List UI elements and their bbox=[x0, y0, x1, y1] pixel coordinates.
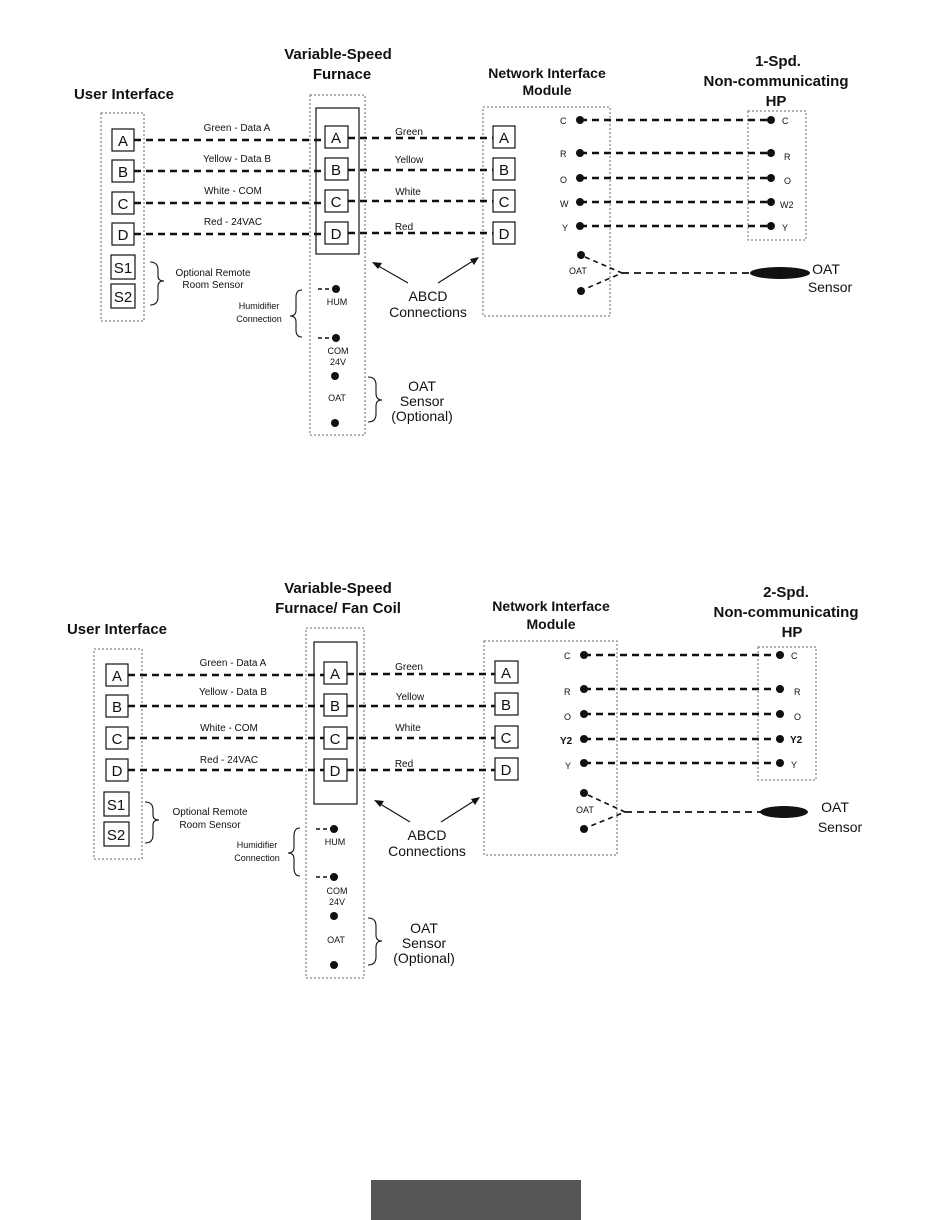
humidifier-label-line2: Connection bbox=[234, 853, 280, 863]
nim-title-line1: Network Interface bbox=[492, 598, 610, 614]
abcd-arrow-right bbox=[441, 799, 477, 822]
wire-label-yellow-data-b: Yellow - Data B bbox=[203, 154, 271, 165]
hp-dot-o bbox=[767, 174, 775, 182]
hp-dot-y bbox=[776, 759, 784, 767]
oat-sensor-label-line2: Sensor bbox=[807, 279, 853, 295]
wire-label-yellow-data-b: Yellow - Data B bbox=[199, 687, 267, 698]
humidifier-label-line1: Humidifier bbox=[236, 840, 278, 850]
oat-sensor-probe bbox=[760, 806, 808, 818]
com-label-line2: 24V bbox=[328, 897, 346, 907]
nim-terminal-d: D bbox=[500, 762, 512, 779]
user-interface-title: User Interface bbox=[73, 86, 175, 103]
hp-dot-y2 bbox=[776, 735, 784, 743]
nim-title-line2: Module bbox=[526, 616, 576, 632]
abcd-label-line2: Connections bbox=[388, 843, 466, 859]
hp-terminal-r-label: R bbox=[784, 152, 791, 162]
nim-terminal-b: B bbox=[500, 697, 512, 714]
hum-label: HUM bbox=[326, 297, 348, 307]
ui-terminal-d: D bbox=[117, 227, 129, 244]
furnace-title-line1: Variable-Speed bbox=[284, 580, 392, 597]
diagram-1-single-speed-hp bbox=[74, 46, 853, 435]
ui-terminal-s1: S1 bbox=[106, 797, 126, 814]
com-dot bbox=[330, 873, 338, 881]
nim-dot-r bbox=[580, 685, 588, 693]
furnace-oat-label: OAT bbox=[328, 393, 346, 403]
hp-terminal-y2-label: Y2 bbox=[790, 735, 803, 746]
nim-terminal-y-label: Y bbox=[562, 223, 569, 233]
nim-dot-o bbox=[576, 174, 584, 182]
nim-title-line2: Module bbox=[522, 82, 572, 98]
oat-sensor-label-line1: OAT bbox=[812, 261, 840, 277]
ui-terminal-b: B bbox=[111, 699, 123, 716]
furnace-terminal-c: C bbox=[330, 194, 342, 211]
remote-sensor-brace bbox=[150, 262, 164, 305]
hp-dot-y bbox=[767, 222, 775, 230]
oat-optional-brace bbox=[368, 918, 382, 965]
wire-label-yellow: Yellow bbox=[395, 692, 425, 703]
furnace-title-line1: Variable-Speed bbox=[284, 46, 392, 63]
oat-optional-line3: (Optional) bbox=[391, 408, 453, 424]
hum-dot bbox=[330, 825, 338, 833]
nim-title-line1: Network Interface bbox=[488, 65, 606, 81]
hp-title-line1: 1-Spd. bbox=[755, 53, 801, 70]
nim-oat-dot-top bbox=[580, 789, 588, 797]
wire-label-red-24vac: Red - 24VAC bbox=[203, 217, 263, 228]
wire-label-red: Red bbox=[394, 222, 414, 233]
hp-terminal-y-label: Y bbox=[791, 760, 798, 770]
nim-oat-dot-bottom bbox=[577, 287, 585, 295]
furnace-terminal-a: A bbox=[329, 666, 341, 683]
oat-optional-line2: Sensor bbox=[399, 393, 445, 409]
ui-terminal-a: A bbox=[117, 133, 129, 150]
nim-dot-o bbox=[580, 710, 588, 718]
nim-dot-y bbox=[580, 759, 588, 767]
ui-terminal-s2: S2 bbox=[113, 289, 133, 306]
hp-dot-w2 bbox=[767, 198, 775, 206]
furnace-title-line2: Furnace/ Fan Coil bbox=[275, 600, 401, 617]
furnace-terminal-b: B bbox=[330, 162, 342, 179]
abcd-arrowhead-right bbox=[470, 257, 479, 265]
wire-label-green-data-a: Green - Data A bbox=[203, 123, 271, 134]
nim-terminal-o-label: O bbox=[560, 175, 568, 185]
nim-dot-r bbox=[576, 149, 584, 157]
nim-terminal-o-label: O bbox=[564, 712, 572, 722]
com-label-line2: 24V bbox=[329, 357, 347, 367]
humidifier-brace bbox=[288, 828, 300, 876]
nim-terminal-c-label: C bbox=[564, 651, 571, 661]
remote-sensor-label-line1: Optional Remote bbox=[175, 268, 251, 279]
nim-terminal-r-label: R bbox=[560, 149, 567, 159]
wire-label-green: Green bbox=[395, 127, 423, 138]
ui-terminal-a: A bbox=[111, 668, 123, 685]
wire-label-red: Red bbox=[394, 759, 414, 770]
nim-dot-c bbox=[580, 651, 588, 659]
nim-oat-label: OAT bbox=[569, 266, 587, 276]
hp-dot-r bbox=[776, 685, 784, 693]
abcd-arrow-left bbox=[377, 802, 410, 822]
footer-bar bbox=[371, 1180, 581, 1220]
hp-dot-c bbox=[776, 651, 784, 659]
humidifier-label-line1: Humidifier bbox=[238, 301, 280, 311]
hp-title-line2: Non-communicating bbox=[713, 604, 859, 621]
furnace-terminal-b: B bbox=[329, 698, 341, 715]
ui-terminal-s1: S1 bbox=[113, 260, 133, 277]
nim-dot-c bbox=[576, 116, 584, 124]
hum-label: HUM bbox=[324, 837, 346, 847]
abcd-label-line1: ABCD bbox=[407, 827, 447, 843]
furnace-oat-dot-top bbox=[331, 372, 339, 380]
nim-oat-label: OAT bbox=[576, 805, 594, 815]
oat-sensor-label-line1: OAT bbox=[821, 799, 849, 815]
hp-terminal-w2-label: W2 bbox=[780, 200, 794, 210]
nim-oat-leads bbox=[585, 257, 622, 289]
furnace-oat-dot-bottom bbox=[331, 419, 339, 427]
furnace-oat-dot-top bbox=[330, 912, 338, 920]
abcd-arrow-left bbox=[375, 264, 408, 283]
nim-terminal-c: C bbox=[498, 194, 510, 211]
hp-terminal-c-label: C bbox=[791, 651, 798, 661]
hp-box bbox=[748, 111, 806, 240]
com-label-line1: COM bbox=[326, 886, 348, 896]
furnace-oat-dot-bottom bbox=[330, 961, 338, 969]
oat-optional-line2: Sensor bbox=[401, 935, 447, 951]
hp-title-line3: HP bbox=[781, 624, 803, 641]
furnace-oat-label: OAT bbox=[327, 935, 345, 945]
wire-label-green: Green bbox=[395, 662, 423, 673]
hp-title-line1: 2-Spd. bbox=[763, 584, 809, 601]
abcd-arrowhead-left bbox=[372, 262, 382, 269]
nim-oat-dot-bottom bbox=[580, 825, 588, 833]
ui-terminal-c: C bbox=[117, 196, 129, 213]
wire-label-red-24vac: Red - 24VAC bbox=[199, 755, 259, 766]
nim-terminal-y2-label: Y2 bbox=[560, 736, 573, 747]
nim-terminal-r-label: R bbox=[564, 687, 571, 697]
nim-dot-y bbox=[576, 222, 584, 230]
hp-terminal-o-label: O bbox=[784, 176, 792, 186]
humidifier-brace bbox=[290, 290, 302, 337]
abcd-arrowhead-right bbox=[471, 797, 480, 805]
hp-dot-o bbox=[776, 710, 784, 718]
wire-label-white-com: White - COM bbox=[204, 186, 262, 197]
furnace-title-line2: Furnace bbox=[312, 66, 372, 83]
ui-terminal-s2: S2 bbox=[106, 827, 126, 844]
abcd-arrow-right bbox=[438, 259, 476, 283]
nim-dot-y2 bbox=[580, 735, 588, 743]
furnace-terminal-d: D bbox=[330, 226, 342, 243]
hp-dot-c bbox=[767, 116, 775, 124]
furnace-terminal-a: A bbox=[330, 130, 342, 147]
oat-optional-line1: OAT bbox=[408, 378, 436, 394]
oat-optional-brace bbox=[368, 377, 382, 422]
ui-terminal-b: B bbox=[117, 164, 129, 181]
remote-sensor-brace bbox=[145, 802, 159, 843]
nim-terminal-a: A bbox=[498, 130, 510, 147]
oat-sensor-label-line2: Sensor bbox=[817, 819, 863, 835]
abcd-label-line2: Connections bbox=[389, 304, 467, 320]
hp-title-line2: Non-communicating bbox=[703, 73, 849, 90]
com-label-line1: COM bbox=[327, 346, 349, 356]
furnace-terminal-c: C bbox=[329, 731, 341, 748]
wire-label-white: White bbox=[395, 187, 421, 198]
com-dot bbox=[332, 334, 340, 342]
nim-terminal-d: D bbox=[498, 226, 510, 243]
nim-terminal-c-label: C bbox=[560, 116, 567, 126]
hp-dot-r bbox=[767, 149, 775, 157]
user-interface-title: User Interface bbox=[66, 621, 168, 638]
ui-terminal-d: D bbox=[111, 763, 123, 780]
ui-terminal-c: C bbox=[111, 731, 123, 748]
hum-dot bbox=[332, 285, 340, 293]
hp-title-line3: HP bbox=[765, 93, 787, 110]
wire-label-white-com: White - COM bbox=[200, 723, 258, 734]
nim-oat-dot-top bbox=[577, 251, 585, 259]
diagram-2-two-speed-hp bbox=[67, 580, 863, 978]
wire-label-yellow: Yellow bbox=[394, 155, 424, 166]
wire-label-green-data-a: Green - Data A bbox=[199, 658, 267, 669]
nim-dot-w bbox=[576, 198, 584, 206]
nim-terminal-w-label: W bbox=[560, 199, 569, 209]
abcd-label-line1: ABCD bbox=[408, 288, 448, 304]
oat-sensor-probe bbox=[750, 267, 810, 279]
furnace-terminal-d: D bbox=[329, 763, 341, 780]
hp-terminal-y-label: Y bbox=[782, 223, 789, 233]
hp-terminal-o-label: O bbox=[794, 712, 802, 722]
hp-terminal-c-label: C bbox=[782, 116, 789, 126]
oat-optional-line3: (Optional) bbox=[393, 950, 455, 966]
nim-terminal-b: B bbox=[498, 162, 510, 179]
nim-terminal-c: C bbox=[500, 730, 512, 747]
remote-sensor-label-line2: Room Sensor bbox=[179, 820, 241, 831]
nim-terminal-y-label: Y bbox=[565, 761, 572, 771]
remote-sensor-label-line2: Room Sensor bbox=[182, 280, 244, 291]
remote-sensor-label-line1: Optional Remote bbox=[172, 807, 248, 818]
nim-terminal-a: A bbox=[500, 665, 512, 682]
oat-optional-line1: OAT bbox=[410, 920, 438, 936]
hp-terminal-r-label: R bbox=[794, 687, 801, 697]
wire-label-white: White bbox=[395, 723, 421, 734]
humidifier-label-line2: Connection bbox=[236, 314, 282, 324]
